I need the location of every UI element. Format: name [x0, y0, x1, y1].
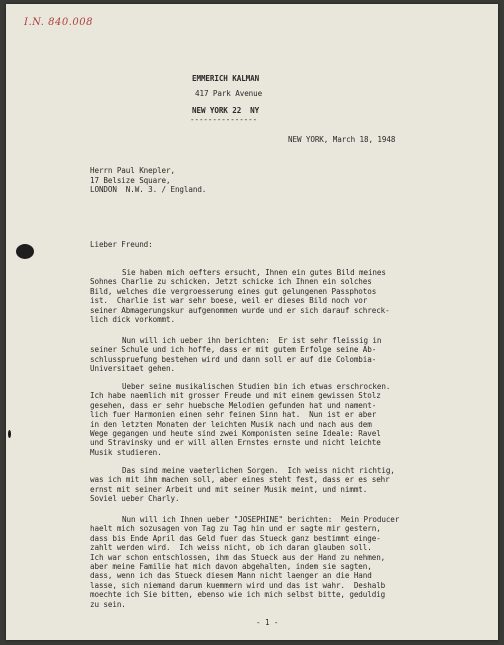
recipient-line-1: Herrn Paul Knepler,: [90, 166, 175, 175]
page-number: - 1 -: [256, 618, 279, 627]
paragraph-1: Sie haben mich oefters ersucht, Ihnen ein gutes Bild meines Sohnes Charlie zu schicken. Jetzt schicke ich Ihnen ein solches Bild, welches die vergroesserung eines gut gelungenen Passphotos ist. Charlie ist war sehr boese, weil er dieses Bild noch vor seiner Abmagerungskur aufgenommen wurde und er sich darauf schreck- lich dick vorkommt.: [90, 268, 390, 325]
punch-hole-mark: [16, 244, 34, 259]
margin-mark: [8, 430, 11, 438]
paragraph-4: Das sind meine vaeterlichen Sorgen. Ich weiss nicht richtig, was ich mit ihm machen soll, aber eines steht fest, dass er es sehr ernst mit seiner Arbeit und mit seiner Musik meint, und nimmt. Soviel ueber Charly.: [90, 466, 395, 504]
paragraph-5: Nun will ich Ihnen ueber "JOSEPHINE" berichten: Mein Producer haelt mich sozusagen von Tag zu Tag hin und er sagte mir gestern, dass bis Ende April das Geld fuer das Stueck ganz bestimmt einge- zahlt werden wird. Ich weiss nicht, ob ich daran glauben soll. Ich war schon entschlossen, ihm das Stueck aus der Hand zu nehmen, aber meine Familie hat mich davon abgehalten, indem sie sagten, dass, wenn ich das Stueck diesem Mann nicht laenger an die Hand lasse, sich niemand darum kuemmern wird und das ist wahr. Deshalb moechte ich Sie bitten, ebenso wie ich mich selbst bitte, geduldig zu sein.: [90, 515, 400, 609]
recipient-line-2: 17 Belsize Square,: [90, 176, 171, 185]
paragraph-3: Ueber seine musikalischen Studien bin ich etwas erschrocken. Ich habe naemlich mit grosser Freude und mit einem gewissen Stolz gesehen, dass er sehr huebsche Melodien gefunden hat und nament- lich fuer Harmonien einen sehr feinen Sinn hat. Nun ist er aber in den letzten Monaten der leichten Musik nach und nach aus dem Wege gegangen und heute sind zwei Komponisten seine Ideale: Ravel und Stravinsky und er will allen Ernstes ernste und nicht leichte Musik studieren.: [90, 382, 391, 457]
salutation: Lieber Freund:: [90, 240, 153, 249]
archive-reference-mark: I.N. 840.008: [24, 17, 93, 28]
letterhead-city: NEW YORK 22 NY: [192, 106, 260, 115]
letterhead-street: 417 Park Avenue: [195, 89, 263, 98]
letterhead-rule: ---------------: [190, 115, 258, 124]
letter-page: [6, 4, 498, 640]
recipient-line-3: LONDON N.W. 3. / England.: [90, 185, 207, 194]
letterhead-name: EMMERICH KALMAN: [192, 74, 260, 83]
paragraph-2: Nun will ich ueber ihn berichten: Er ist sehr fleissig in seiner Schule und ich hoffe, dass er mit gutem Erfolge seine Ab- schlusspruefung bestehen wird und dann soll er auf die Colombia- Universitaet gehen.: [90, 336, 382, 374]
dateline: NEW YORK, March 18, 1948: [288, 135, 396, 144]
